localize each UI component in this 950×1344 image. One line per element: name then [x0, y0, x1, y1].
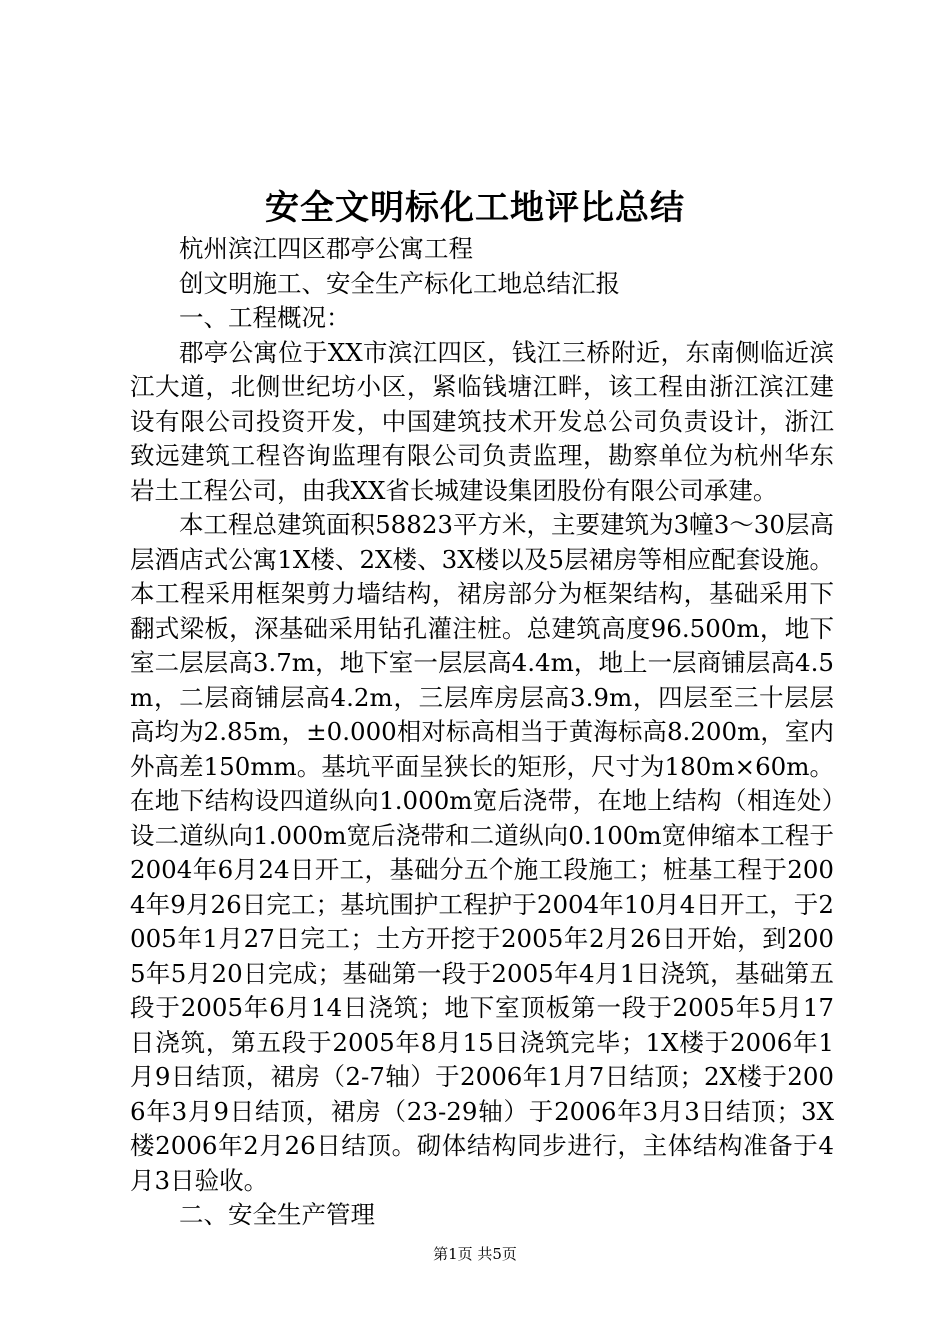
report-subtitle: 创文明施工、安全生产标化工地总结汇报: [179, 268, 620, 298]
document-body: [130, 232, 834, 1233]
section-2-heading: 二、安全生产管理: [179, 1200, 375, 1229]
document-title: 安全文明标化工地评比总结: [265, 188, 685, 228]
overview-paragraph-2: 本工程总建筑面积58823平方米，主要建筑为3幢3～30层高层酒店式公寓1X楼、2X楼、3X楼以及5层裙房等相应配套设施。本工程采用框架剪力墙结构，裙房部分为框架结构，基础采用下翻式梁板，深基础采用钻孔灌注桩。总建筑高度96.500m，地下室二层层高3.7m，地下室一层层高4.4m，地上一层商铺层高4.5m，二层商铺层高4.2m，三层库房层高3.9m，四层至三十层层高均为2.85m，±0.000相对标高相当于黄海标高8.200m，室内外高差150mm。基坑平面呈狭长的矩形，尺寸为180m×60m。在地下结构设四道纵向1.000m宽后浇带，在地上结构（相连处）设二道纵向1.000m宽后浇带和二道纵向0.100m宽伸缩本工程于2004年6月24日开工，基础分五个施工段施工；桩基工程于2004年9月26日完工；基坑围护工程护于2004年10月4日开工，于2005年1月27日完工；土方开挖于2005年2月26日开始，到2005年5月20日完成；基础第一段于2005年4月1日浇筑，基础第五段于2005年6月14日浇筑；地下室顶板第一段于2005年5月17日浇筑，第五段于2005年8月15日浇筑完毕；1X楼于2006年1月9日结顶，裙房（2-7轴）于2006年1月7日结顶；2X楼于2006年3月9日结顶，裙房（23-29轴）于2006年3月3日结顶；3X楼2006年2月26日结顶。砌体结构同步进行，主体结构准备于4月3日验收。: [130, 510, 834, 1195]
overview-paragraph-1: 郡亭公寓位于XX市滨江四区，钱江三桥附近，东南侧临近滨江大道，北侧世纪坊小区，紧临钱塘江畔，该工程由浙江滨江建设有限公司投资开发，中国建筑技术开发总公司负责设计，浙江致远建筑工程咨询监理有限公司负责监理，勘察单位为杭州华东岩土工程公司，由我XX省长城建设集团股份有限公司承建。: [130, 337, 834, 505]
page-number-footer: 第1页 共5页: [433, 1245, 517, 1263]
project-name: 杭州滨江四区郡亭公寓工程: [179, 234, 473, 263]
section-1-heading: 一、工程概况：: [179, 303, 351, 332]
